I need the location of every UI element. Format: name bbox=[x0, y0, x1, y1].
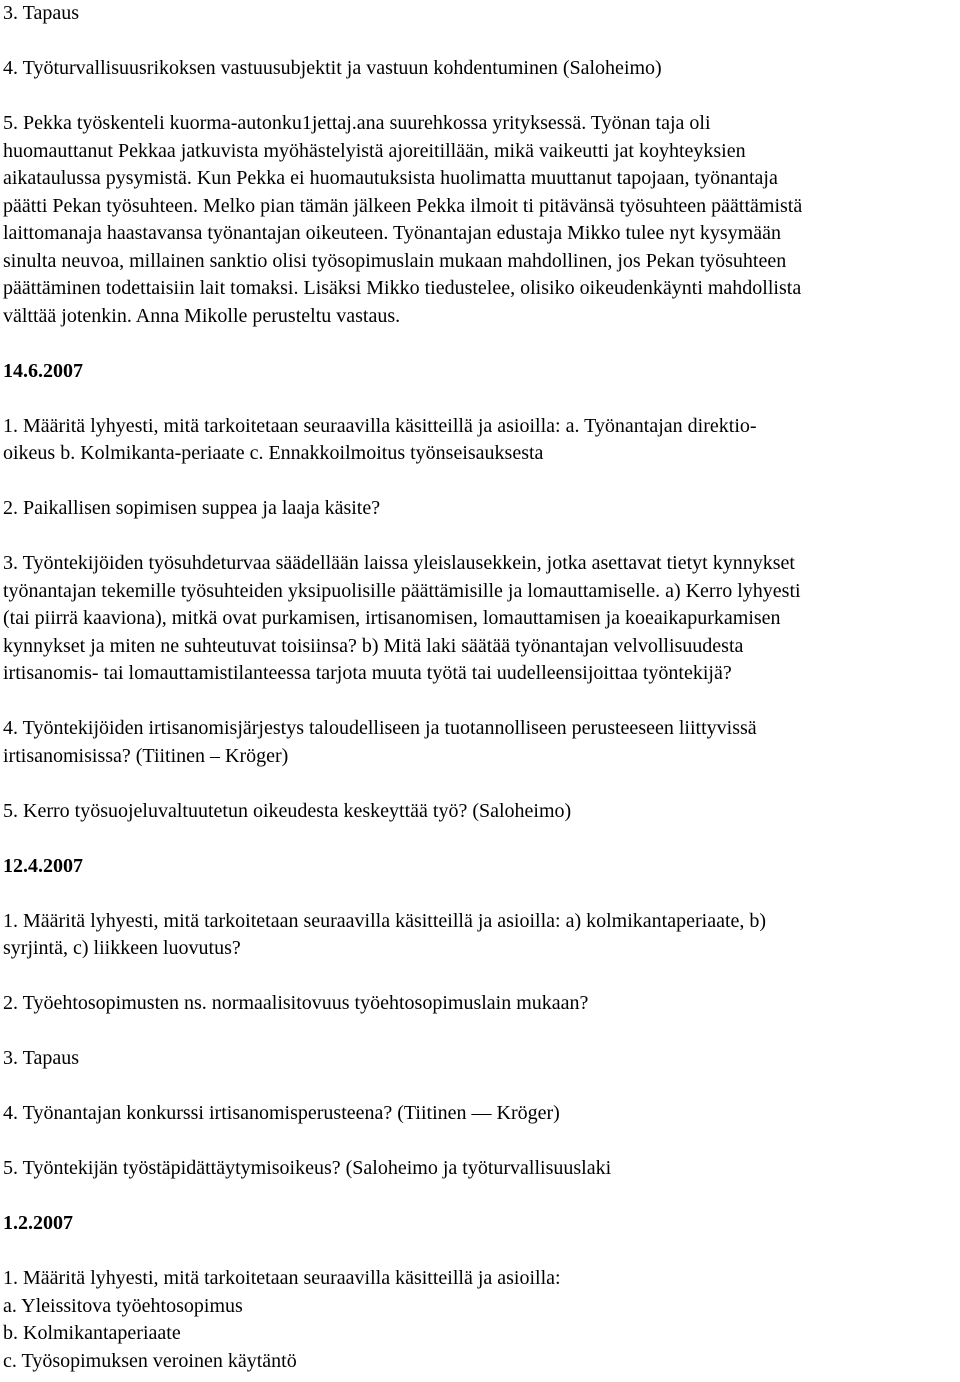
exam1-q4-line: 4. Työntekijöiden irtisanomisjärjestys taloudelliseen ja tuotannolliseen perusteeseen liittyvissä bbox=[3, 717, 757, 739]
exam1-q3-line: työnantajan tekemille työsuhteiden yksipuolisille päättämisille ja lomauttamiselle. a) Kerro lyhyesti bbox=[3, 579, 801, 602]
exam1-q3-line: irtisanomis- tai lomauttamistilanteessa tarjota muuta työtä tai uudelleensijoittaa työntekijä? bbox=[3, 662, 732, 684]
exam2-q1-line: syrjintä, c) liikkeen luovutus? bbox=[3, 937, 241, 959]
exam1-q1-line: oikeus b. Kolmikanta-periaate c. Ennakkoilmoitus työnseisauksesta bbox=[3, 442, 544, 464]
intro-q5-line: päättäminen todettaisiin lait tomaksi. Lisäksi Mikko tiedustelee, olisiko oikeudenkäynti mahdollista bbox=[3, 277, 802, 299]
exam1-q3-line: kynnykset ja miten ne suhteutuvat toisiinsa? b) Mitä laki säätää työnantajan velvollisuudesta bbox=[3, 634, 744, 657]
exam1-question-3 bbox=[3, 550, 948, 688]
exam3-question-1 bbox=[3, 1265, 948, 1375]
exam2-question-2: 2. Työehtosopimusten ns. normaalisitovuus työehtosopimuslain mukaan? bbox=[3, 992, 589, 1014]
exam1-q1-line: 1. Määritä lyhyesti, mitä tarkoitetaan seuraavilla käsitteillä ja asioilla: a. Työnantajan direktio- bbox=[3, 414, 757, 437]
intro-q5-line: välttää jotenkin. Anna Mikolle perusteltu vastaus. bbox=[3, 304, 401, 327]
exam3-q1-item: b. Kolmikantaperiaate bbox=[3, 1322, 181, 1344]
intro-q5-line: huomauttanut Pekkaa jatkuvista myöhästelyistä ajoreitillään, mikä vaikeutti jat koyhteyksien bbox=[3, 139, 746, 162]
exam2-question-1 bbox=[3, 908, 948, 963]
exam1-question-2: 2. Paikallisen sopimisen suppea ja laaja käsite? bbox=[3, 497, 381, 519]
exam-date-heading: 14.6.2007 bbox=[3, 359, 83, 382]
exam3-q1-item: c. Työsopimuksen veroinen käytäntö bbox=[3, 1349, 297, 1372]
intro-case-heading: 3. Tapaus bbox=[3, 2, 79, 24]
intro-q5-line: aikataulussa pysymistä. Kun Pekka ei huomautuksista huolimatta muuttanut tapojaan, työnantaja bbox=[3, 167, 778, 189]
intro-q5-line: päätti Pekan työsuhteen. Melko pian tämän jälkeen Pekka ilmoit ti pitävänsä työsuhteen päättämistä bbox=[3, 194, 803, 217]
intro-q5-line: laittomanaja haastavansa työnantajan oikeuteen. Työnantajan edustaja Mikko tulee nyt kysymään bbox=[3, 222, 781, 244]
exam1-q4-line: irtisanomisissa? (Tiitinen – Kröger) bbox=[3, 744, 289, 767]
exam1-q3-line: (tai piirrä kaaviona), mitkä ovat purkamisen, irtisanomisen, lomauttamisen ja koeaikapurkamisen bbox=[3, 607, 781, 629]
exam2-q1-line: 1. Määritä lyhyesti, mitä tarkoitetaan seuraavilla käsitteillä ja asioilla: a) kolmikantaperiaate, b) bbox=[3, 909, 767, 932]
intro-question-4: 4. Työturvallisuusrikoksen vastuusubjektit ja vastuun kohdentuminen (Saloheimo) bbox=[3, 57, 662, 79]
exam1-question-5: 5. Kerro työsuojeluvaltuutetun oikeudesta keskeyttää työ? (Saloheimo) bbox=[3, 799, 572, 822]
exam1-q3-line: 3. Työntekijöiden työsuhdeturvaa säädellään laissa yleislausekkein, jotka asettavat tietyt kynnykset bbox=[3, 552, 795, 574]
exam1-question-4 bbox=[3, 715, 948, 770]
exam2-question-4: 4. Työnantajan konkurssi irtisanomisperusteena? (Tiitinen — Kröger) bbox=[3, 1102, 560, 1124]
intro-q5-line: 5. Pekka työskenteli kuorma-autonku1jettaj.ana suurehkossa yrityksessä. Työnan taja oli bbox=[3, 112, 711, 134]
exam1-question-1 bbox=[3, 413, 948, 468]
exam2-question-3: 3. Tapaus bbox=[3, 1047, 79, 1069]
intro-q5-line: sinulta neuvoa, millainen sanktio olisi työsopimuslain mukaan mahdollinen, jos Pekan työsuhteen bbox=[3, 249, 787, 272]
intro-question-5 bbox=[3, 110, 948, 330]
exam2-question-5: 5. Työntekijän työstäpidättäytymisoikeus? (Saloheimo ja työturvallisuuslaki bbox=[3, 1157, 612, 1179]
exam-date-heading: 12.4.2007 bbox=[3, 854, 83, 877]
exam3-q1-line: 1. Määritä lyhyesti, mitä tarkoitetaan seuraavilla käsitteillä ja asioilla: bbox=[3, 1267, 561, 1289]
exam3-q1-item: a. Yleissitova työehtosopimus bbox=[3, 1294, 243, 1317]
exam-date-heading: 1.2.2007 bbox=[3, 1212, 73, 1234]
